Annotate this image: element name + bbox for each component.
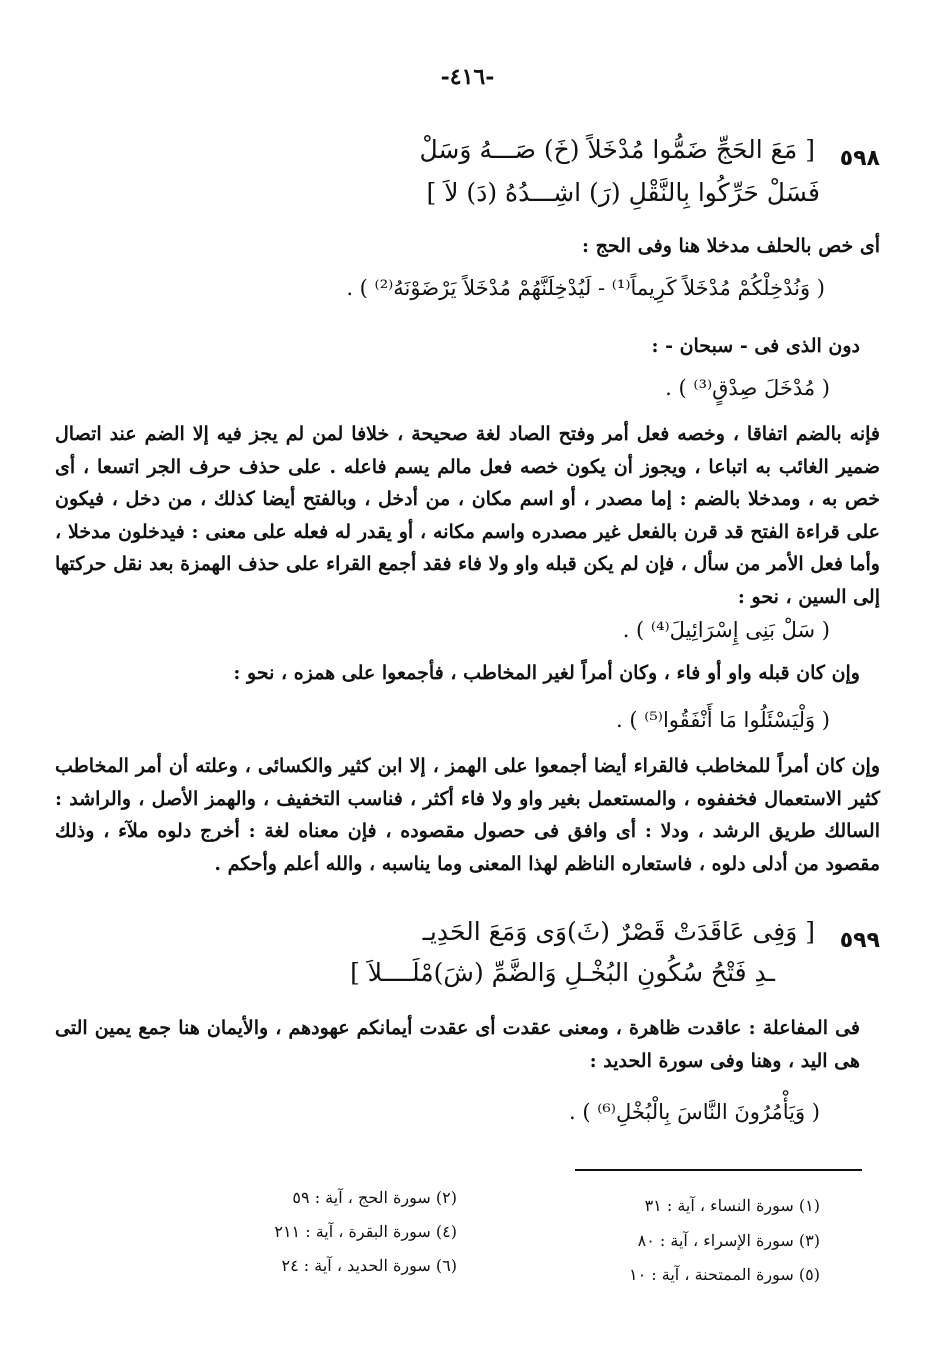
- footnote-6: (٦) سورة الحديد ، آية : ٢٤: [281, 1256, 457, 1275]
- footnote-divider: [575, 1169, 862, 1171]
- verse-599-line-1: [ وَفِى عَاقَدَتْ قَصْرٌ (ثَ)وَى وَمَعَ الحَدِيـ: [422, 917, 815, 946]
- footnote-3: (٣) سورة الإسراء ، آية : ٨٠: [637, 1231, 820, 1250]
- footnote-2: (٢) سورة الحج ، آية : ٥٩: [292, 1188, 457, 1207]
- quran-quote-3: ( سَلْ بَنِى إِسْرَائِيلَ⁽⁴⁾ ) .: [622, 618, 830, 642]
- quran-quote-2: ( مُدْخَلَ صِدْقٍ⁽³⁾ ) .: [665, 376, 830, 400]
- commentary-paragraph-1: فإنه بالضم اتفاقا ، وخصه فعل أمر وفتح الصاد لغة صحيحة ، خلافا لمن لم يجز فيه إلا الضم عند اتصال ضمير الغائب به اتباعا ، ويجوز أن يكون خصه فعل مالم يسم فاعله . على حذف حرف الجر اتسعا ، أى خص به ، ومدخلا بالضم : إما مصدر ، أو اسم مكان ، من أدخل ، وبالفتح أيضا كذلك ، من دخل ، فيكون على قراءة الفتح قد قرن بالفعل غير مصدره واسم مكانه ، أو يقدر له فعله على معنى : فيدخلون مدخلا ، وأما فعل الأمر من سأل ، فإن لم يكن قبله واو ولا فاء فقد أجمع القراء على حذف الهمزة بعد نقل حركتها إلى السين ، نحو :: [55, 423, 880, 608]
- verse-599-line-2: ـدِ فَتْحُ سُكُونِ البُخْـلِ وَالضَّمِّ (شَ)مْلَــــلاَ ]: [350, 958, 775, 987]
- quran-quote-4: ( وَلْيَسْئَلُوا مَا أَنْفَقُوا⁽⁵⁾ ) .: [615, 708, 830, 732]
- footnote-1: (١) سورة النساء ، آية : ٣١: [644, 1196, 820, 1215]
- quran-quote-5: ( وَيَأْمُرُونَ النَّاسَ بِالْبُخْلِ⁽⁶⁾ ) .: [568, 1100, 820, 1124]
- page-number: -٤١٦-: [440, 64, 495, 90]
- footnote-5: (٥) سورة الممتحنة ، آية : ١٠: [629, 1265, 820, 1284]
- paragraph-waw-fa: وإن كان قبله واو أو فاء ، وكان أمراً لغير المخاطب ، فأجمعوا على همزه ، نحو :: [233, 662, 860, 684]
- verse-598-line-2: فَسَلْ حَرِّكُوا بِالنَّقْلِ (رَ) اشِـــدُهُ (دَ) لاَ ]: [426, 178, 820, 207]
- footnote-4: (٤) سورة البقرة ، آية : ٢١١: [274, 1222, 457, 1241]
- verse-599-number: ٥٩٩: [839, 928, 880, 953]
- verse-598-number: ٥٩٨: [839, 146, 880, 171]
- quran-quote-1: ( وَنُدْخِلْكُمْ مُدْخَلاً كَرِيماً⁽¹⁾ - لَيُدْخِلَنَّهُمْ مُدْخَلاً يَرْضَوْنَهُ⁽²⁾ ) .: [346, 276, 825, 300]
- paragraph-intro: أى خص بالحلف مدخلا هنا وفى الحج :: [581, 235, 880, 257]
- commentary-paragraph-2: وإن كان أمراً للمخاطب فالقراء أيضا أجمعوا على الهمز ، إلا ابن كثير والكسائى ، وعلته أن أمر المخاطب كثير الاستعمال فخففوه ، والمستعمل بغير واو ولا فاء أكثر ، فناسب التخفيف ، والهمز الأصل ، والراشد : السالك طريق الرشد ، ودلا : أى وافق فى حصول مقصوده ، فإن معناه لغة : أخرج دلوه ملآء ، وذلك مقصود من أدلى دلوه ، فاستعاره الناظم لهذا المعنى وما يناسبه ، والله أعلم وأحكم .: [55, 755, 880, 875]
- paragraph-subhan: دون الذى فى - سبحان - :: [651, 335, 860, 357]
- commentary-paragraph-3: فى المفاعلة : عاقدت ظاهرة ، ومعنى عقدت أى عقدت أيمانكم عهودهم ، والأيمان هنا جمع يمين التى هى اليد ، وهنا وفى سورة الحديد :: [55, 1017, 860, 1072]
- verse-598-line-1: [ مَعَ الحَجِّ ضَمُّوا مُدْخَلاً (خَ) صَـــهُ وَسَلْ: [419, 135, 815, 164]
